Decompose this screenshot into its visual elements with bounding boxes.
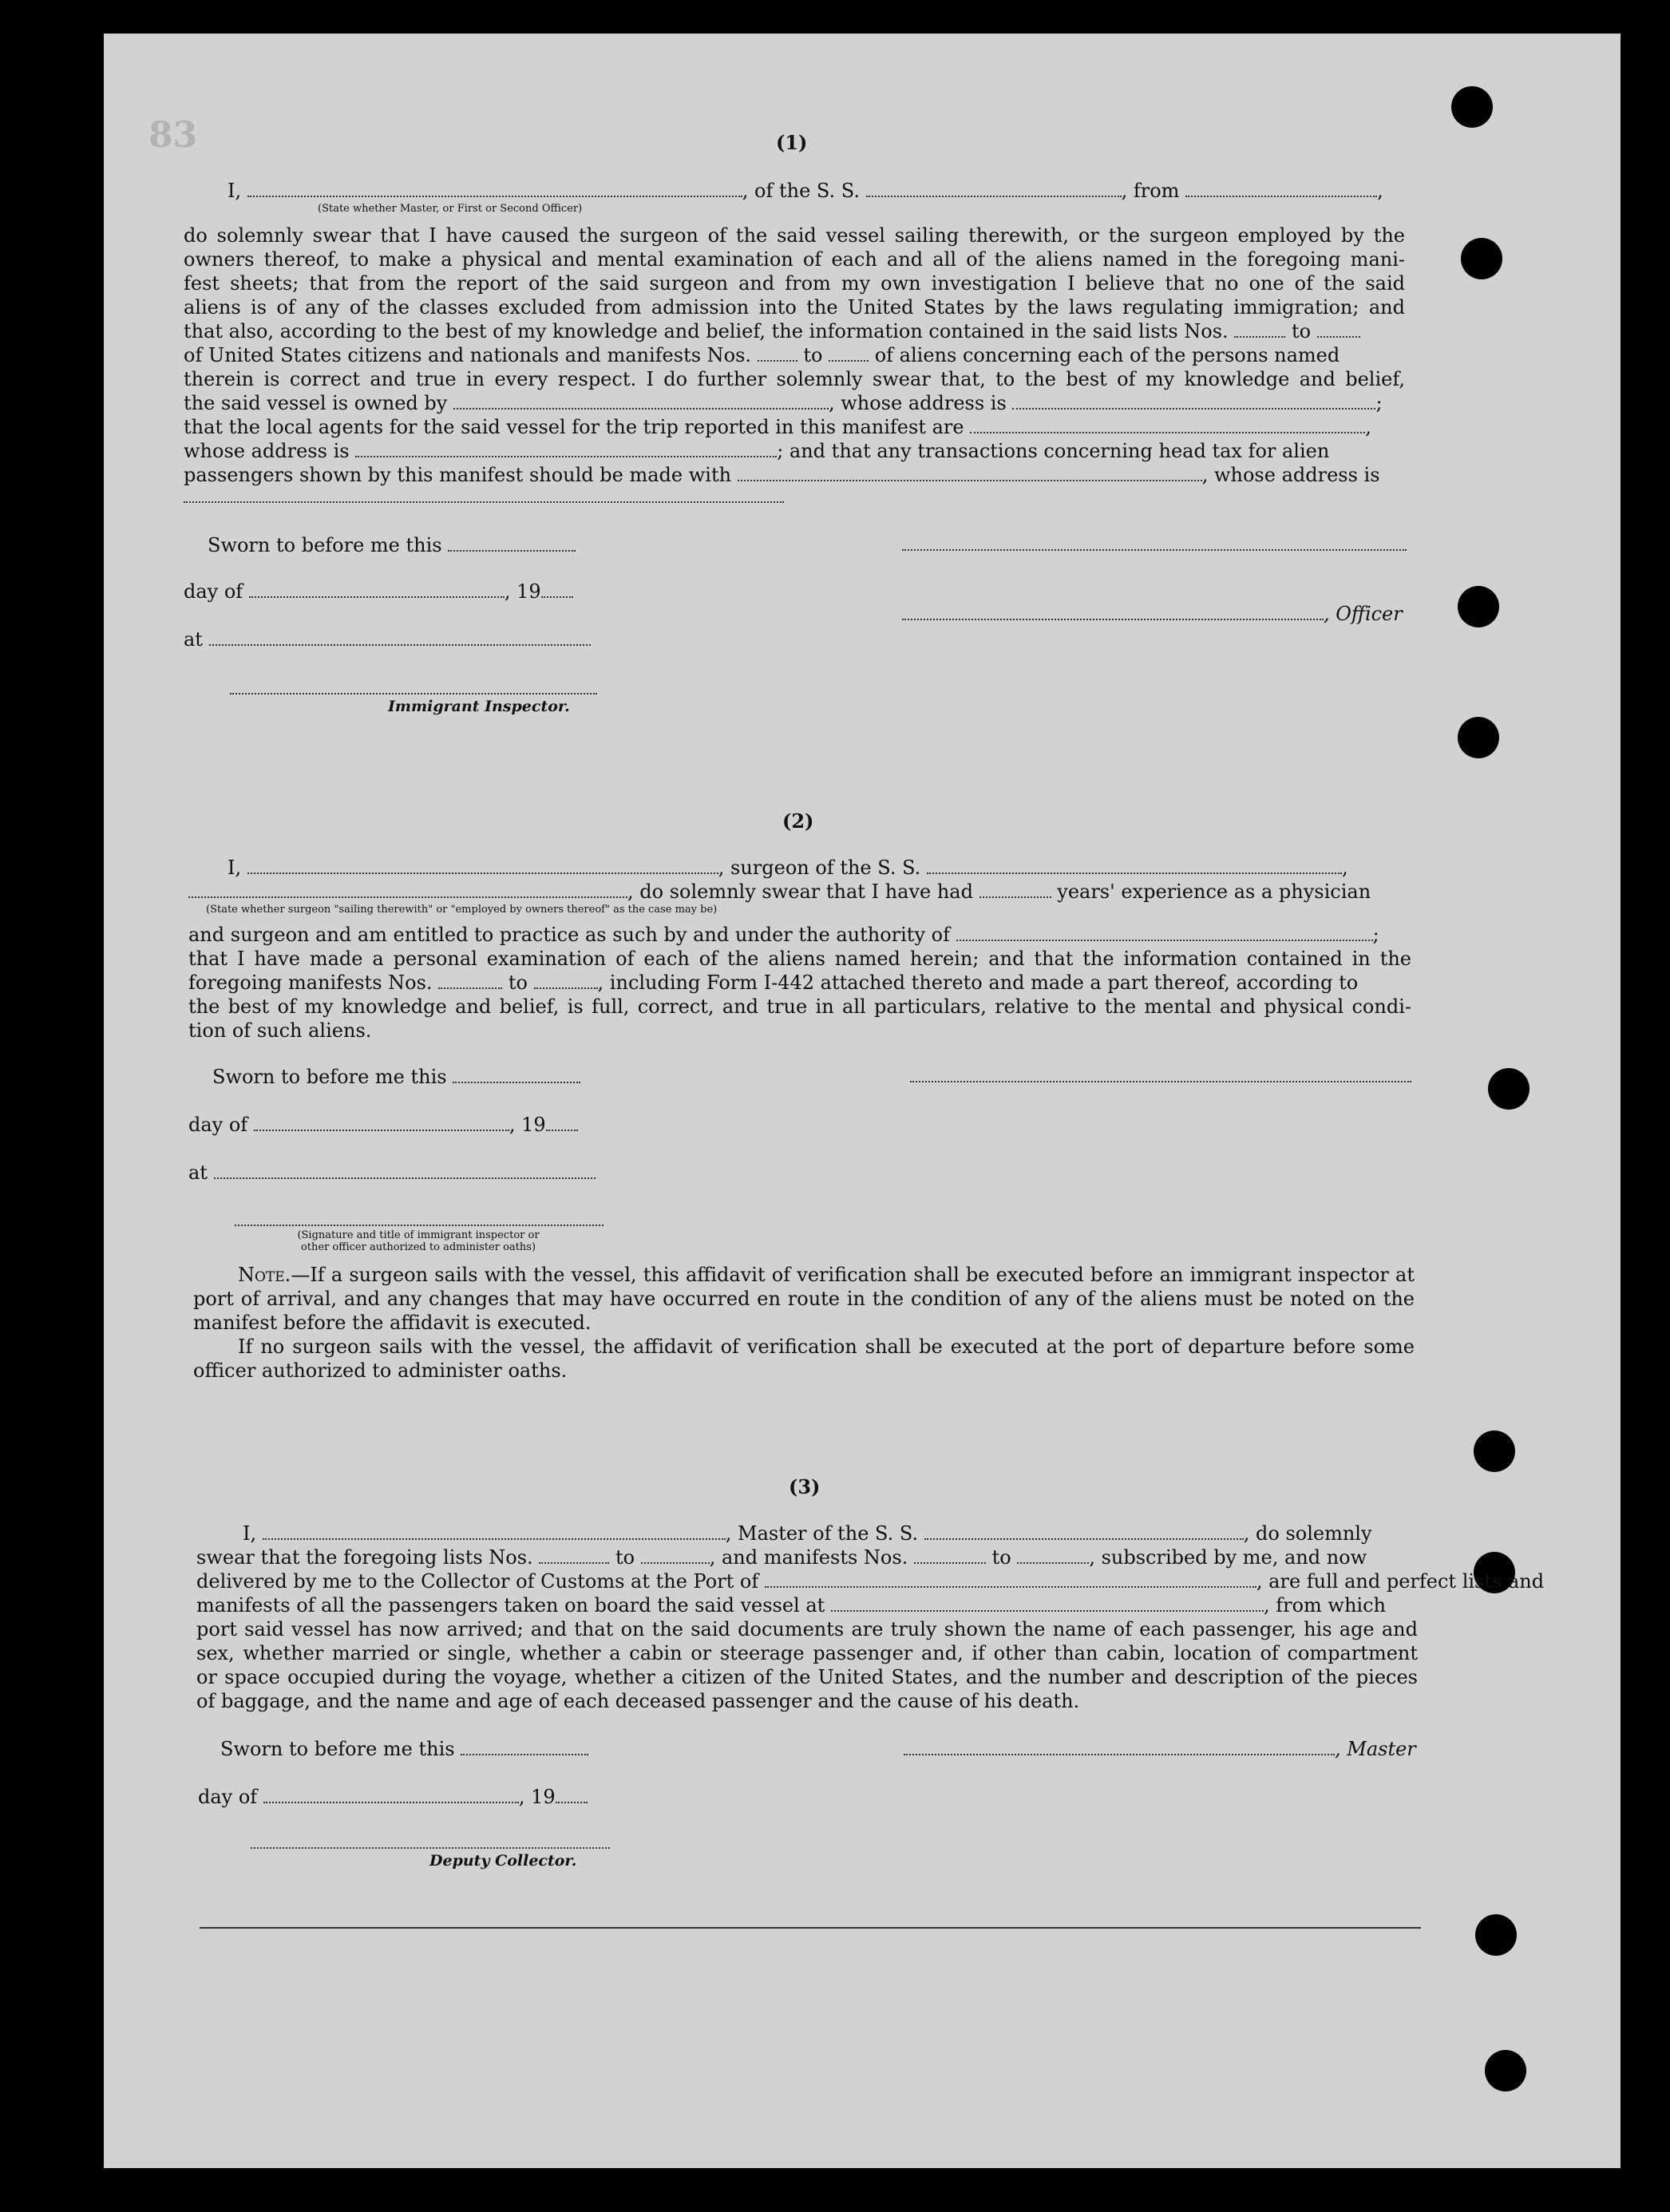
s2-signature-note: (Signature and title of immigrant inspector or other officer authorized to administer oaths) <box>297 1229 540 1253</box>
s1-sworn: Sworn to before me this <box>208 533 576 557</box>
years-experience-field[interactable] <box>979 880 1051 898</box>
manifests-to-field[interactable] <box>829 344 869 362</box>
immigrant-inspector-label: Immigrant Inspector. <box>388 698 570 715</box>
binder-hole <box>1458 717 1499 758</box>
binder-hole <box>1461 238 1502 279</box>
officer-note: (State whether Master, or First or Second Officer) <box>318 203 583 215</box>
s1-officer-signature-field[interactable] <box>902 603 1324 620</box>
s2-at: at <box>188 1161 596 1185</box>
s1-officer-line: , Officer <box>902 602 1403 626</box>
s3-sworn-day-field[interactable] <box>461 1738 588 1755</box>
s2-place-field[interactable] <box>214 1161 596 1179</box>
s2-month-field[interactable] <box>254 1114 509 1131</box>
section-2-number: (2) <box>782 809 814 833</box>
binder-hole <box>1488 1068 1530 1110</box>
s1-line1: I, , of the S. S. , from , <box>228 180 1383 202</box>
port-of-embarkation-field[interactable] <box>831 1594 1264 1612</box>
s2-signature-line[interactable] <box>910 1081 1411 1082</box>
surgeon-note: (State whether surgeon "sailing therewith" or "employed by owners thereof" as the case may be) <box>206 904 718 916</box>
s2-inspector-signature-line[interactable] <box>235 1225 603 1226</box>
s3-lists-to-field[interactable] <box>641 1546 710 1564</box>
surgeon-name-field[interactable] <box>247 857 718 874</box>
s3-master-signature-field[interactable] <box>904 1738 1335 1755</box>
s1-day-of: day of , 19 <box>184 580 573 603</box>
s3-year-field[interactable] <box>556 1786 588 1803</box>
bottom-rule <box>200 1927 1421 1929</box>
s3-lists-from-field[interactable] <box>539 1546 609 1564</box>
section-1-number: (1) <box>776 131 808 154</box>
s1-signature-line[interactable] <box>902 549 1407 551</box>
s3-manifests-to-field[interactable] <box>1017 1546 1089 1564</box>
binder-hole <box>1451 86 1493 128</box>
section-3-number: (3) <box>789 1475 821 1498</box>
port-of-arrival-field[interactable] <box>765 1570 1256 1588</box>
contact-address-field[interactable] <box>184 501 784 503</box>
vessel-owner-field[interactable] <box>453 392 829 410</box>
binder-hole <box>1458 586 1499 627</box>
s2-note: Note.—If a surgeon sails with the vessel, this affidavit of verification shall be executed before an immigrant inspector at port of arrival, and any changes that may have occurred en route in the condition of any of the aliens must be noted on the manifest before the affidavit is executed. If no surgeon sails with the vessel, the affidavit of verification shall be executed at the port of departure before some officer authorized to administer oaths. <box>193 1264 1415 1382</box>
s3-sworn: Sworn to before me this <box>220 1737 588 1761</box>
manifests-from-field[interactable] <box>758 344 797 362</box>
head-tax-contact-field[interactable] <box>738 464 1202 481</box>
surgeon-status-field[interactable] <box>188 880 627 898</box>
s1-body: do solemnly swear that I have caused the surgeon of the said vessel sailing therewith, or the surgeon employed by the owners thereof, to make a physical and mental examination of each and all of the aliens named in the foregoing mani- fest sheets; that from the report of the said surgeon and from my own investigation I believe that no one of the said aliens is of any of the classes excluded from admission into the United States by the laws regulating immigration; and that also, according to the best of my knowledge and belief, the information contained in the said lists Nos. to of United States citizens and nationals and manifests Nos. to of aliens concerning each of the persons named therein is correct and true in every respect. I do further solemnly swear that, to the best of my knowledge and belief, the said vessel is owned by , whose address is ; that the local agents for the said vessel for the trip reported in this manifest are , whose address is ; and that any transactions concerning head tax for alien passengers shown by this manifest should be made with , whose address is <box>184 224 1405 486</box>
master-name-field[interactable] <box>263 1522 726 1540</box>
s2-body: and surgeon and am entitled to practice as such by and under the authority of ; that I have made a personal examination of each of the aliens named herein; and that the information contained in the foregoing manifests Nos. to , including Form I-442 attached thereto and made a part thereof, according to the best of my knowledge and belief, is full, correct, and true in all particulars, relative to the mental and physical condi- tion of such aliens. <box>188 924 1411 1042</box>
s3-month-field[interactable] <box>263 1786 519 1803</box>
s3-body: I, , Master of the S. S. , do solemnly swear that the foregoing lists Nos. to , and manifests Nos. to , subscribed by me, and now delivered by me to the Collector of Customs at the Port of , are full and perfect lists and manifests of all the passengers taken on board the said vessel at , from which port said vessel has now arrived; and that on the said documents are truly shown the name of each passenger, his age and sex, whether married or single, whether a cabin or steerage passenger and, if other than cabin, location of compartment or space occupied during the voyage, whether a citizen of the United States, and the number and description of the pieces of baggage, and the name and age of each deceased passenger and the cause of his death. <box>196 1522 1545 1712</box>
page-number: 83 <box>148 115 198 156</box>
agent-address-field[interactable] <box>355 440 777 457</box>
s2-sworn-day-field[interactable] <box>453 1066 580 1083</box>
s2-sworn: Sworn to before me this <box>212 1065 580 1089</box>
s2-year-field[interactable] <box>546 1114 578 1131</box>
deputy-collector-label: Deputy Collector. <box>429 1852 577 1870</box>
s2-line1: I, , surgeon of the S. S. , <box>228 857 1348 879</box>
binder-hole <box>1475 1914 1517 1956</box>
s2-manifests-from-field[interactable] <box>438 971 502 989</box>
lists-to-field[interactable] <box>1317 320 1360 338</box>
s3-ship-name-field[interactable] <box>924 1522 1244 1540</box>
ship-name-field[interactable] <box>866 180 1122 197</box>
s1-sworn-day-field[interactable] <box>448 534 576 552</box>
s1-place-field[interactable] <box>209 628 591 646</box>
officer-name-field[interactable] <box>247 180 742 197</box>
s1-inspector-signature-line[interactable] <box>230 693 597 694</box>
s3-deputy-signature-line[interactable] <box>251 1847 610 1849</box>
binder-hole <box>1474 1430 1515 1472</box>
s3-master-line: , Master <box>904 1737 1416 1761</box>
authority-field[interactable] <box>956 924 1373 941</box>
s2-line2: , do solemnly swear that I have had years' experience as a physician <box>188 880 1371 904</box>
local-agents-field[interactable] <box>970 416 1365 433</box>
s1-year-field[interactable] <box>541 580 573 598</box>
lists-from-field[interactable] <box>1234 320 1285 338</box>
s1-month-field[interactable] <box>249 580 505 598</box>
s1-at: at <box>184 627 591 651</box>
departure-port-field[interactable] <box>1185 180 1377 197</box>
owner-address-field[interactable] <box>1012 392 1375 410</box>
s2-ship-name-field[interactable] <box>927 857 1342 874</box>
binder-hole <box>1485 2050 1526 2091</box>
s2-day-of: day of , 19 <box>188 1113 578 1137</box>
s3-manifests-from-field[interactable] <box>914 1546 986 1564</box>
s3-day-of: day of , 19 <box>198 1785 588 1809</box>
s2-manifests-to-field[interactable] <box>534 971 598 989</box>
